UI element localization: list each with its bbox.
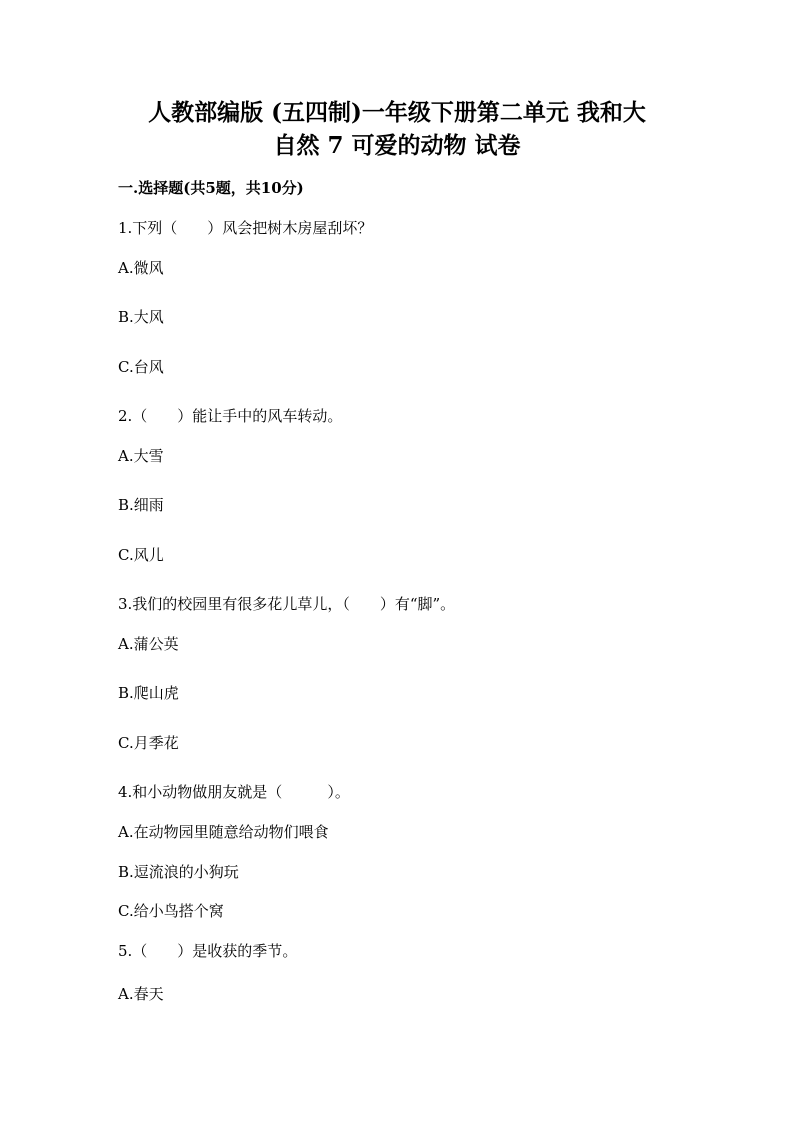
question-1-option-a: A.微风 bbox=[118, 259, 164, 277]
question-5: 5.（ ）是收获的季节。 bbox=[118, 942, 298, 960]
question-5-option-a: A.春天 bbox=[118, 985, 164, 1003]
exam-title-line-2: 自然 7 可爱的动物 试卷 bbox=[273, 132, 521, 159]
question-4-option-a: A.在动物园里随意给动物们喂食 bbox=[118, 823, 329, 841]
question-3: 3.我们的校园里有很多花儿草儿，（ ）有“脚”。 bbox=[118, 595, 456, 613]
question-2-option-c: C.风儿 bbox=[118, 546, 164, 564]
question-3-option-c: C.月季花 bbox=[118, 734, 179, 752]
question-1-option-c: C.台风 bbox=[118, 358, 164, 376]
section-heading: 一.选择题(共5题，共10分) bbox=[118, 179, 304, 197]
question-2-option-a: A.大雪 bbox=[118, 447, 164, 465]
question-3-option-b: B.爬山虎 bbox=[118, 684, 179, 702]
question-2: 2.（ ）能让手中的风车转动。 bbox=[118, 407, 343, 425]
question-4: 4.和小动物做朋友就是（ ）。 bbox=[118, 783, 350, 801]
question-4-option-c: C.给小鸟搭个窝 bbox=[118, 902, 224, 920]
question-1: 1.下列（ ）风会把树木房屋刮坏？ bbox=[118, 219, 373, 237]
question-2-option-b: B.细雨 bbox=[118, 496, 164, 514]
exam-title-line-1: 人教部编版 (五四制)一年级下册第二单元 我和大 bbox=[148, 99, 646, 126]
question-3-option-a: A.蒲公英 bbox=[118, 635, 179, 653]
question-1-option-b: B.大风 bbox=[118, 308, 164, 326]
question-4-option-b: B.逗流浪的小狗玩 bbox=[118, 863, 239, 881]
